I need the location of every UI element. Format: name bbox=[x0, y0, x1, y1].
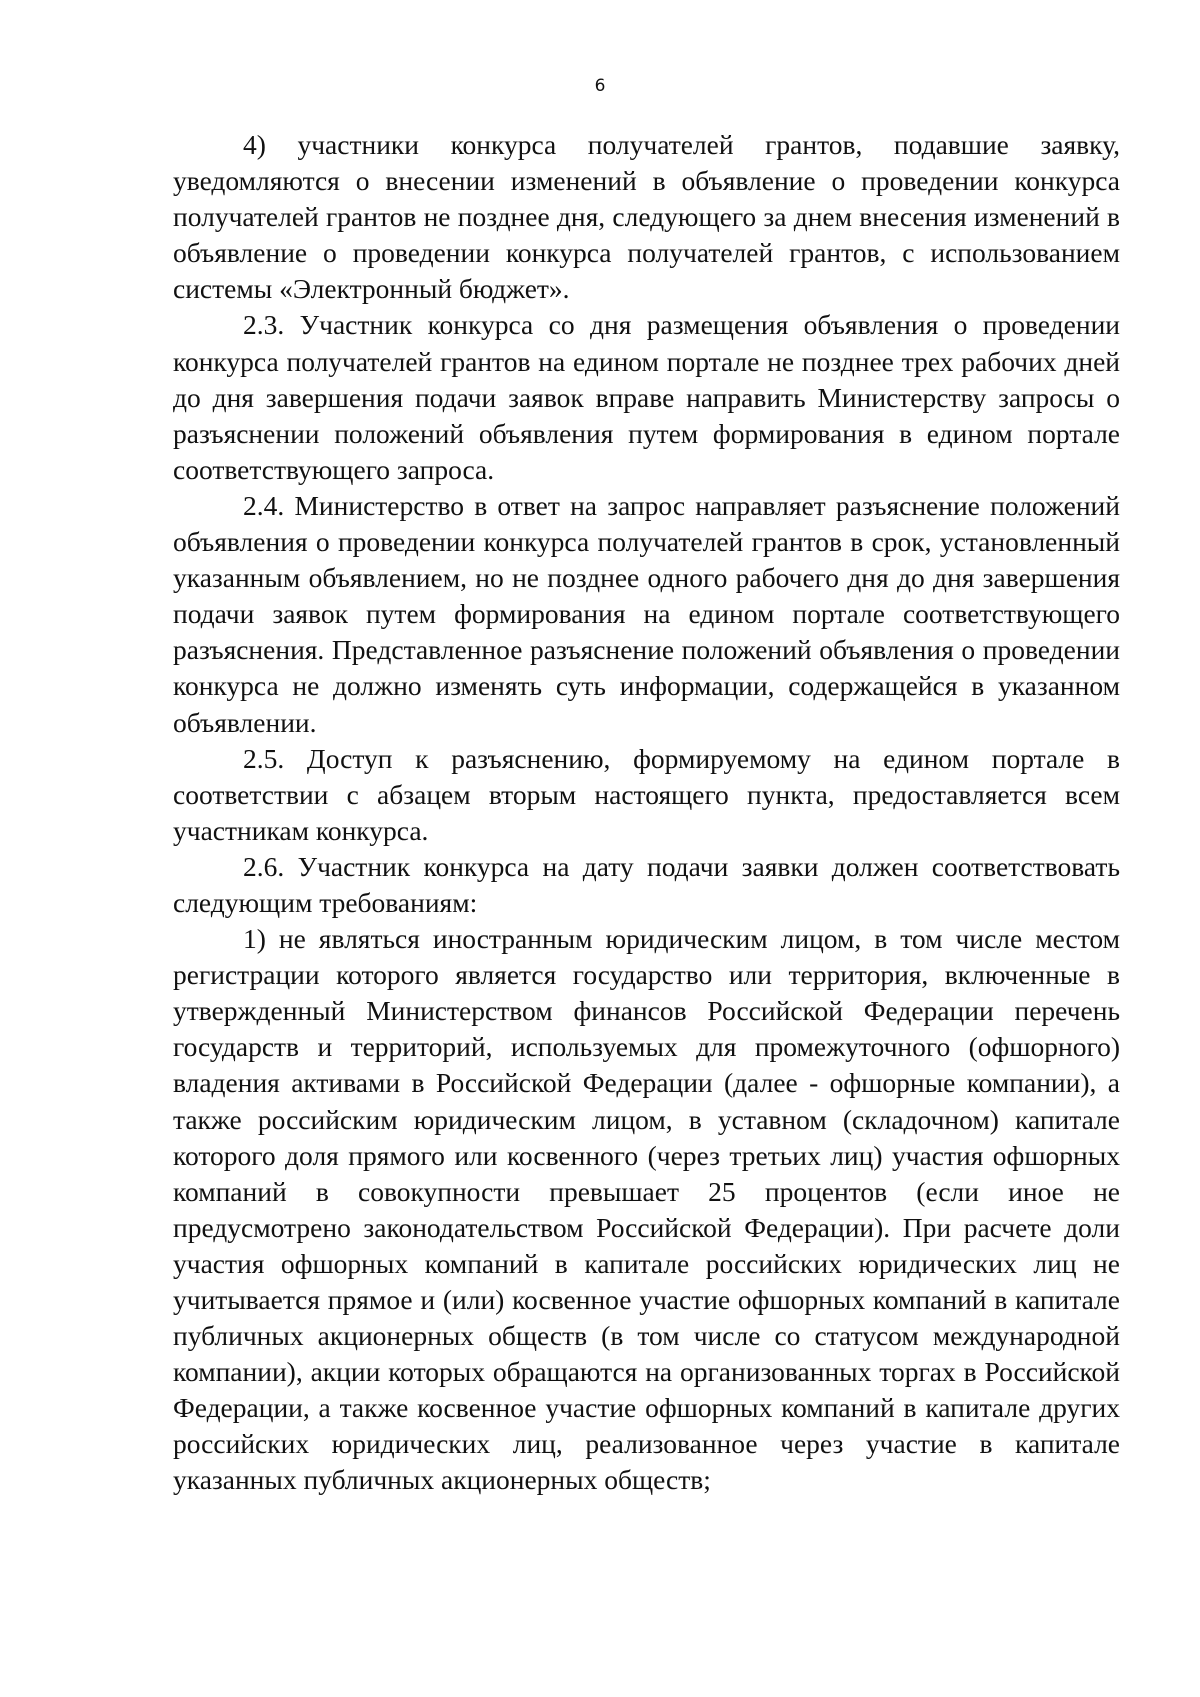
document-body bbox=[173, 127, 1120, 1499]
paragraph-2-4-ministry-response: 2.4. Министерство в ответ на запрос направляет разъяснение положений объявления о проведении конкурса получателей грантов в срок, установленный указанным объявлением, но не позднее одного рабочего дня до дня завершения подачи заявок путем формирования на едином портале соответствующего разъяснения. Представленное разъяснение положений объявления о проведении конкурса не должно изменять суть информации, содержащейся в указанном объявлении. bbox=[173, 489, 1120, 738]
paragraph-2-3-clarification-request: 2.3. Участник конкурса со дня размещения объявления о проведении конкурса получателей грантов на едином портале не позднее трех рабочих дней до дня завершения подачи заявок вправе направить Министерству запросы о разъяснении положений объявления путем формирования в едином портале соответствующего запроса. bbox=[173, 309, 1120, 485]
paragraph-2-5-access: 2.5. Доступ к разъяснению, формируемому на едином портале в соответствии с абзацем вторым настоящего пункта, предоставляется всем участникам конкурса. bbox=[173, 742, 1120, 846]
page-number: 6 bbox=[594, 76, 606, 96]
paragraph-item-4-notification: 4) участники конкурса получателей грантов, подавшие заявку, уведомляются о внесении изменений в объявление о проведении конкурса получателей грантов не позднее дня, следующего за днем внесения изменений в объявление о проведении конкурса получателей грантов, с использованием системы «Электронный бюджет». bbox=[173, 129, 1120, 305]
paragraph-2-6-requirements: 2.6. Участник конкурса на дату подачи заявки должен соответствовать следующим требованиям: bbox=[173, 850, 1120, 918]
paragraph-requirement-1-offshore: 1) не являться иностранным юридическим лицом, в том числе местом регистрации которого является государство или территория, включенные в утвержденный Министерством финансов Российской Федерации перечень государств и территорий, используемых для промежуточного (офшорного) владения активами в Российской Федерации (далее - офшорные компании), а также российским юридическим лицом, в уставном (складочном) капитале которого доля прямого или косвенного (через третьих лиц) участия офшорных компаний в совокупности превышает 25 процентов (если иное не предусмотрено законодательством Российской Федерации). При расчете доли участия офшорных компаний в капитале российских юридических лиц не учитывается прямое и (или) косвенное участие офшорных компаний в капитале публичных акционерных обществ (в том числе со статусом международной компании), акции которых обращаются на организованных торгах в Российской Федерации, а также косвенное участие офшорных компаний в капитале других российских юридических лиц, реализованное через участие в капитале указанных публичных акционерных обществ; bbox=[173, 923, 1120, 1496]
